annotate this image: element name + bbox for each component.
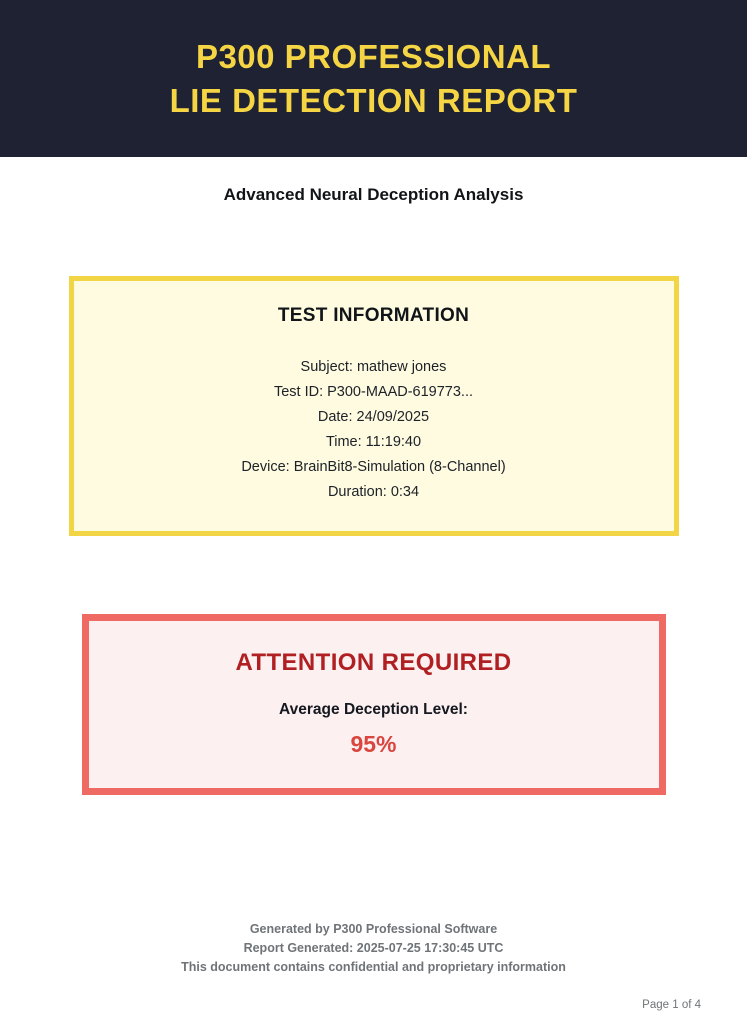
test-info-time: Time: 11:19:40 xyxy=(325,434,422,450)
report-footer xyxy=(0,920,747,977)
test-info-device: Device: BrainBit8-Simulation (8-Channel) xyxy=(241,459,506,475)
deception-alert-panel xyxy=(82,614,666,795)
test-information-panel xyxy=(69,276,679,536)
report-title-line-1: P300 PROFESSIONAL xyxy=(195,37,552,75)
page-number: Page 1 of 4 xyxy=(642,999,701,1011)
footer-generated-by: Generated by P300 Professional Software xyxy=(249,922,498,936)
footer-confidentiality-notice: This document contains confidential and proprietary information xyxy=(181,960,566,974)
alert-title: ATTENTION REQUIRED xyxy=(235,649,512,676)
test-info-subject: Subject: mathew jones xyxy=(300,359,447,375)
average-deception-value: 95% xyxy=(350,731,397,757)
report-title-line-2: LIE DETECTION REPORT xyxy=(169,81,578,119)
average-deception-label: Average Deception Level: xyxy=(279,701,468,718)
test-information-title: TEST INFORMATION xyxy=(277,305,470,326)
test-info-date: Date: 24/09/2025 xyxy=(317,409,430,425)
report-subtitle: Advanced Neural Deception Analysis xyxy=(223,185,524,204)
footer-report-generated: Report Generated: 2025-07-25 17:30:45 UTC xyxy=(243,941,504,955)
test-info-duration: Duration: 0:34 xyxy=(327,484,420,500)
report-header-banner xyxy=(0,0,747,157)
test-info-test-id: Test ID: P300-MAAD-619773... xyxy=(273,384,474,400)
